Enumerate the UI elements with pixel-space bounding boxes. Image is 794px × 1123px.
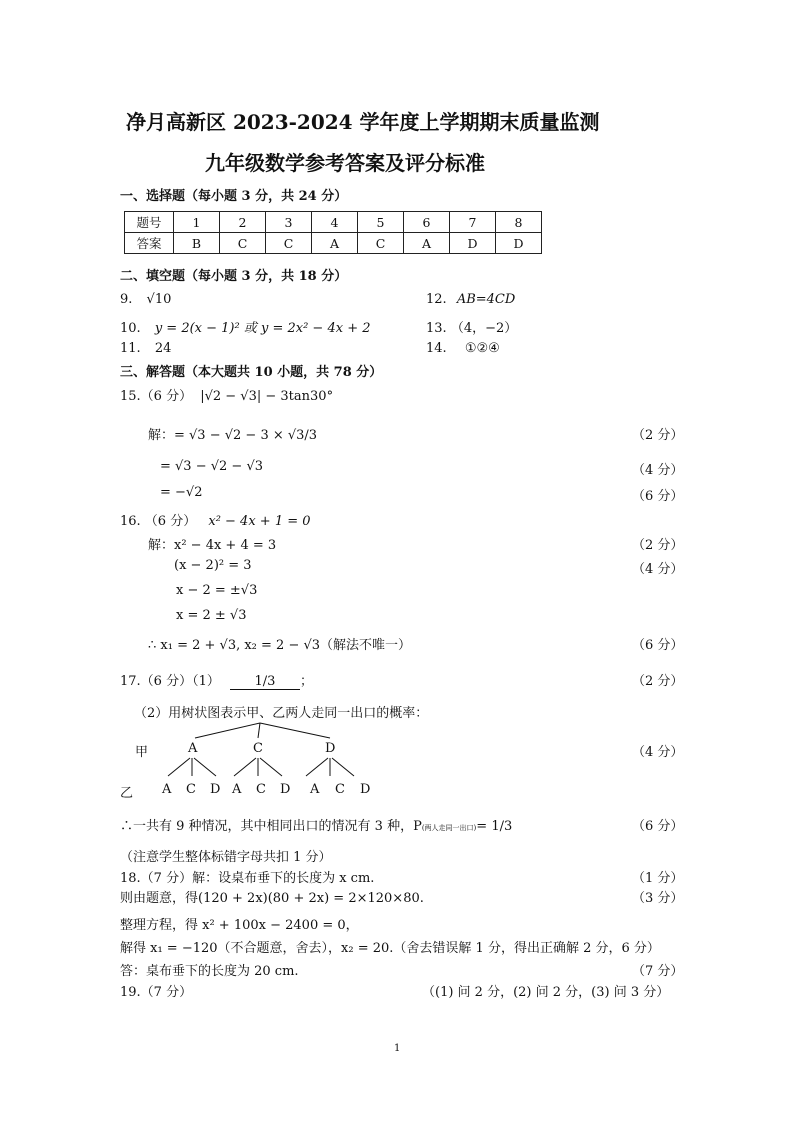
tree-leaf: C xyxy=(256,782,266,797)
q16-step5: ∴ x₁ = 2 + √3, x₂ = 2 − √3（解法不唯一） xyxy=(148,638,412,653)
tree-leaf: D xyxy=(280,782,291,797)
q11 xyxy=(120,341,171,356)
q17-conclusion-subscript: (两人走同一出口) xyxy=(421,824,477,832)
table-cell: 3 xyxy=(266,212,312,233)
q17-conclusion-value: = 1/3 xyxy=(476,819,513,834)
tree-label-yi: 乙 xyxy=(120,786,134,801)
q18-line1: 18.（7 分）解：设桌布垂下的长度为 x cm. xyxy=(120,871,375,886)
row-label: 答案 xyxy=(125,233,174,254)
tree-label-jia: 甲 xyxy=(135,745,149,760)
table-cell: 8 xyxy=(496,212,542,233)
table-cell: A xyxy=(312,233,358,254)
q15-statement xyxy=(120,385,333,404)
table-cell: 2 xyxy=(220,212,266,233)
q9-answer: √10 xyxy=(146,292,172,307)
tree-node: D xyxy=(325,741,336,756)
document-subtitle: 九年级数学参考答案及评分标准 xyxy=(205,151,485,175)
tree-node: C xyxy=(253,741,263,756)
q9-number: 9. xyxy=(120,292,133,307)
q15-expression: |√2 − √3| − 3tan30° xyxy=(200,389,334,404)
tree-leaf: D xyxy=(360,782,371,797)
q19-label: 19.（7 分） xyxy=(120,985,193,1000)
table-cell: D xyxy=(496,233,542,254)
q18-line3: 整理方程，得 x² + 100x − 2400 = 0， xyxy=(120,918,359,933)
table-cell: A xyxy=(404,233,450,254)
q15-label: 15.（6 分） xyxy=(120,389,193,404)
q16-expression: x² − 4x + 1 = 0 xyxy=(208,514,311,529)
table-cell: B xyxy=(174,233,220,254)
tree-leaf: D xyxy=(210,782,221,797)
q18-line2: 则由题意，得(120 + 2x)(80 + 2x) = 2×120×80. xyxy=(120,891,424,906)
tree-leaf: C xyxy=(186,782,196,797)
table-cell: 5 xyxy=(358,212,404,233)
q16-step2: (x − 2)² = 3 xyxy=(174,558,252,573)
answer-table xyxy=(124,211,542,254)
q17-part1-answer: 1/3 xyxy=(230,674,300,690)
q16-label: 16. （6 分） xyxy=(120,514,197,529)
q17-conclusion-score: （6 分） xyxy=(632,819,684,834)
table-row xyxy=(125,233,542,254)
q10 xyxy=(120,317,370,336)
table-cell: C xyxy=(220,233,266,254)
q18-line1-score: （1 分） xyxy=(632,871,684,886)
tree-leaf: C xyxy=(335,782,345,797)
tree-node: A xyxy=(188,741,198,756)
table-cell: 6 xyxy=(404,212,450,233)
q15-step2: = √3 − √2 − √3 xyxy=(160,459,264,474)
q16-statement xyxy=(120,510,311,529)
table-cell: 1 xyxy=(174,212,220,233)
q16-step2-score: （4 分） xyxy=(632,562,684,577)
document-title: 净月高新区 2023-2024 学年度上学期期末质量监测 xyxy=(126,110,600,134)
q17-label: 17.（6 分）（1） xyxy=(120,674,220,689)
q14 xyxy=(426,341,500,356)
table-cell: C xyxy=(358,233,404,254)
q15-step2-score: （4 分） xyxy=(632,463,684,478)
q10-number: 10. xyxy=(120,321,141,336)
table-cell: 7 xyxy=(450,212,496,233)
q15-step1: 解：= √3 − √2 − 3 × √3/3 xyxy=(148,428,318,443)
section2-heading: 二、填空题（每小题 3 分，共 18 分） xyxy=(120,269,348,284)
q11-answer: 24 xyxy=(154,341,172,356)
q11-number: 11. xyxy=(120,341,141,356)
tree-leaf: A xyxy=(232,782,242,797)
q10-answer: y = 2(x − 1)² 或 y = 2x² − 4x + 2 xyxy=(154,321,371,336)
page-number: 1 xyxy=(394,1043,401,1054)
q16-step1-score: （2 分） xyxy=(632,538,684,553)
section3-heading: 三、解答题（本大题共 10 小题，共 78 分） xyxy=(120,365,383,380)
q14-answer: ①②④ xyxy=(464,341,500,356)
q18-line5-score: （7 分） xyxy=(632,964,684,979)
q19-detail: （(1) 问 2 分，(2) 问 2 分，(3) 问 3 分） xyxy=(422,985,670,1000)
q17-part2-text: （2）用树状图表示甲、乙两人走同一出口的概率： xyxy=(134,706,429,721)
q18-line4: 解得 x₁ = −120（不合题意，舍去），x₂ = 20.（舍去错误解 1 分，得出正确解 2 分，6 分） xyxy=(120,941,660,956)
q14-number: 14. xyxy=(426,341,447,356)
q17-part1-score: （2 分） xyxy=(632,674,684,689)
q13-answer: （4，−2） xyxy=(450,321,518,336)
q16-step3: x − 2 = ±√3 xyxy=(176,583,258,598)
q16-step1: 解：x² − 4x + 4 = 3 xyxy=(148,538,277,553)
q17-conclusion-text: ∴一共有 9 种情况，其中相同出口的情况有 3 种，P xyxy=(120,819,422,834)
q18-line2-score: （3 分） xyxy=(632,891,684,906)
table-row xyxy=(125,212,542,233)
q17-note: （注意学生整体标错字母共扣 1 分） xyxy=(120,850,332,865)
q17-statement: 17.（6 分）（1） 1/3 ； xyxy=(120,674,314,689)
q16-step5-score: （6 分） xyxy=(632,638,684,653)
q18-line5: 答：桌布垂下的长度为 20 cm. xyxy=(120,964,299,979)
q17-conclusion xyxy=(120,815,512,834)
q15-step3: = −√2 xyxy=(160,485,203,500)
table-cell: D xyxy=(450,233,496,254)
tree-leaf: A xyxy=(162,782,172,797)
q12-number: 12. xyxy=(426,292,447,307)
q13 xyxy=(426,317,517,336)
q13-number: 13. xyxy=(426,321,447,336)
q12 xyxy=(426,292,515,307)
q9 xyxy=(120,292,171,307)
row-label: 题号 xyxy=(125,212,174,233)
q17-tree-score: （4 分） xyxy=(632,745,684,760)
tree-leaf: A xyxy=(310,782,320,797)
q15-step3-score: （6 分） xyxy=(632,489,684,504)
q15-step1-score: （2 分） xyxy=(632,428,684,443)
q16-step4: x = 2 ± √3 xyxy=(176,608,247,623)
section1-heading: 一、选择题（每小题 3 分，共 24 分） xyxy=(120,189,348,204)
q12-answer: AB=4CD xyxy=(456,292,516,307)
table-cell: 4 xyxy=(312,212,358,233)
table-cell: C xyxy=(266,233,312,254)
